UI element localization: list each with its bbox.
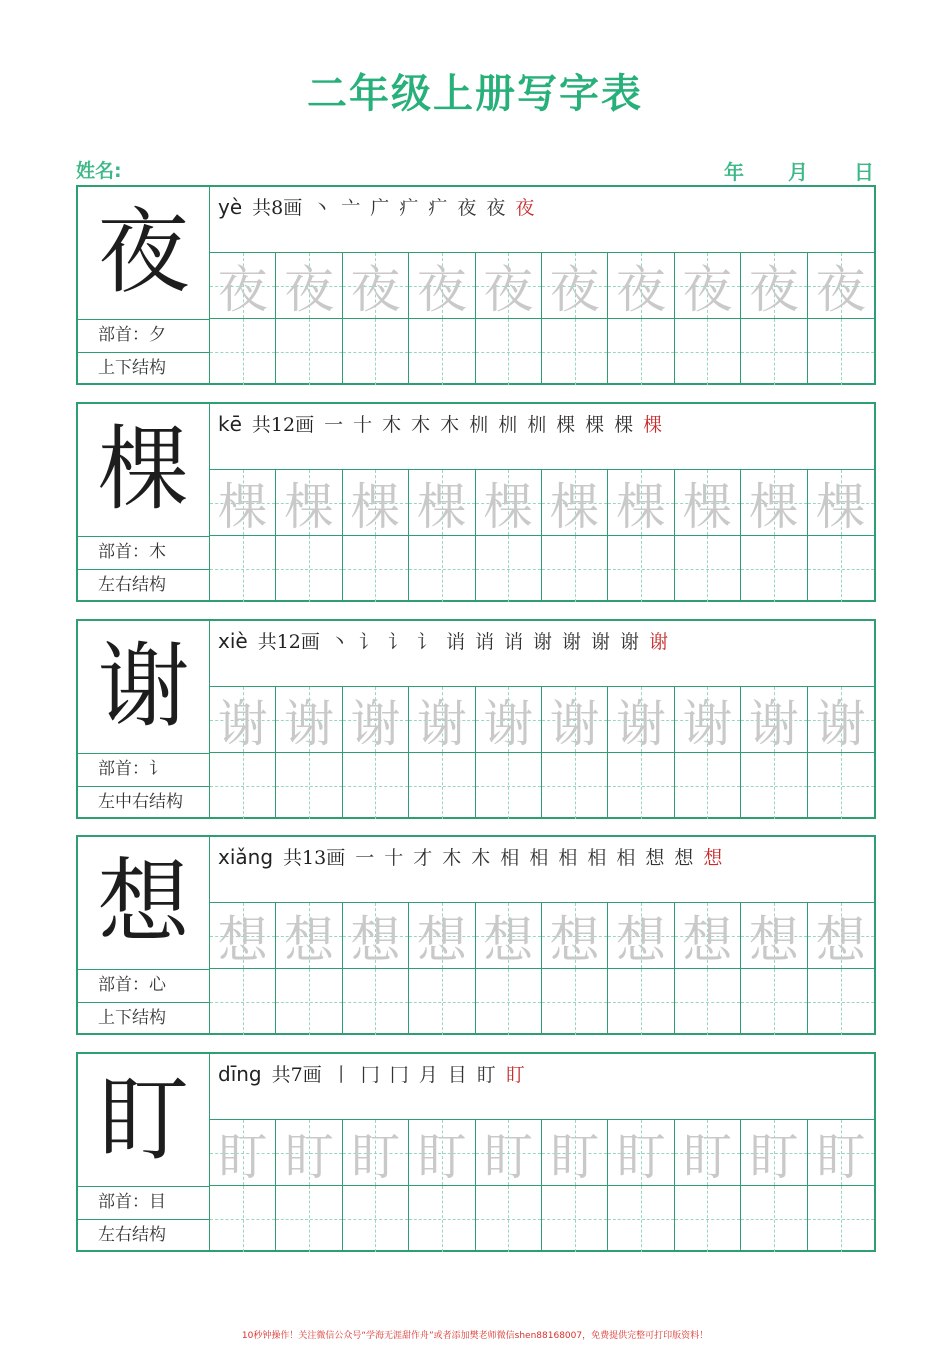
stroke-step: 讠: [358, 631, 378, 653]
blank-writing-cell[interactable]: [608, 1186, 674, 1252]
blank-writing-cell[interactable]: [808, 969, 874, 1035]
blank-writing-cell[interactable]: [675, 536, 741, 602]
radical-label: 部首：心: [78, 969, 210, 1002]
trace-cell[interactable]: [542, 903, 608, 969]
model-character: 谢: [97, 633, 190, 740]
trace-character: 想: [616, 910, 667, 969]
page-title: 二年级上册写字表: [307, 71, 643, 117]
blank-writing-cell[interactable]: [542, 536, 608, 602]
blank-writing-cell[interactable]: [542, 319, 608, 385]
stroke-step: 冂: [389, 1064, 409, 1086]
stroke-step: 诮: [474, 631, 494, 653]
trace-character: 盯: [549, 1127, 600, 1186]
stroke-step: 谢: [533, 631, 553, 653]
practice-block: [76, 835, 876, 1035]
trace-cell[interactable]: [210, 687, 276, 753]
model-character-cell: [78, 404, 210, 536]
blank-writing-cell[interactable]: [343, 1186, 409, 1252]
stroke-order-row: [210, 187, 874, 253]
stroke-steps: [332, 1064, 535, 1086]
trace-cell[interactable]: [608, 903, 674, 969]
trace-cell[interactable]: [808, 253, 874, 319]
blank-writing-cell[interactable]: [343, 319, 409, 385]
stroke-step: 讠: [387, 631, 407, 653]
trace-character: 夜: [284, 260, 335, 319]
stroke-order-row: [210, 837, 874, 903]
trace-character: 想: [350, 910, 401, 969]
stroke-step: 想: [674, 847, 694, 869]
stroke-step: 丨: [331, 1064, 351, 1086]
trace-cell[interactable]: [608, 253, 674, 319]
model-character: 想: [97, 849, 190, 956]
stroke-step: 棵: [614, 414, 634, 436]
trace-cell[interactable]: [741, 253, 807, 319]
blank-writing-cell[interactable]: [608, 536, 674, 602]
trace-cell[interactable]: [276, 470, 342, 536]
model-character-cell: [78, 1054, 210, 1186]
trace-cell[interactable]: [276, 253, 342, 319]
trace-character: 盯: [416, 1127, 467, 1186]
model-character: 夜: [97, 199, 190, 306]
trace-character: 棵: [682, 477, 733, 536]
trace-cell[interactable]: [542, 470, 608, 536]
pinyin: yè: [218, 195, 243, 219]
stroke-step: 冂: [360, 1064, 380, 1086]
blank-writing-cell[interactable]: [675, 1186, 741, 1252]
name-label: 姓名:: [76, 160, 122, 182]
trace-cell[interactable]: [210, 253, 276, 319]
trace-cell[interactable]: [741, 470, 807, 536]
stroke-step: 疒: [428, 197, 448, 219]
trace-character: 夜: [483, 260, 534, 319]
radical-label: 部首：目: [78, 1186, 210, 1219]
trace-cell[interactable]: [210, 903, 276, 969]
trace-character: 夜: [815, 260, 866, 319]
trace-character: 夜: [416, 260, 467, 319]
blank-writing-cell[interactable]: [476, 319, 542, 385]
stroke-step: 十: [353, 414, 373, 436]
blank-writing-cell[interactable]: [276, 319, 342, 385]
radical-label: 部首：讠: [78, 753, 210, 786]
blank-writing-cell[interactable]: [675, 969, 741, 1035]
trace-cell[interactable]: [409, 470, 475, 536]
trace-character: 棵: [350, 477, 401, 536]
trace-cell[interactable]: [210, 470, 276, 536]
blank-writing-cell[interactable]: [675, 319, 741, 385]
trace-cell[interactable]: [276, 687, 342, 753]
radical-label: 部首：夕: [78, 319, 210, 352]
trace-cell[interactable]: [276, 903, 342, 969]
trace-cell[interactable]: [608, 1120, 674, 1186]
date-fields: [722, 156, 878, 182]
stroke-order-row: [210, 1054, 874, 1120]
trace-character: 想: [284, 910, 335, 969]
blank-writing-cell[interactable]: [741, 1186, 807, 1252]
radical-label: 部首：木: [78, 536, 210, 569]
trace-character: 棵: [284, 477, 335, 536]
blank-writing-cell[interactable]: [542, 753, 608, 819]
trace-character: 夜: [616, 260, 667, 319]
stroke-steps: [330, 631, 678, 653]
stroke-step: 谢: [620, 631, 640, 653]
blank-writing-cell[interactable]: [741, 536, 807, 602]
trace-cell[interactable]: [210, 1120, 276, 1186]
trace-character: 盯: [284, 1127, 335, 1186]
blank-writing-cell[interactable]: [210, 536, 276, 602]
structure-label: 上下结构: [78, 352, 210, 385]
stroke-count: 共13画: [283, 847, 346, 869]
trace-character: 棵: [483, 477, 534, 536]
stroke-step: 一: [355, 847, 375, 869]
blank-writing-cell[interactable]: [741, 319, 807, 385]
blank-writing-cell[interactable]: [542, 969, 608, 1035]
stroke-step: 夜: [457, 197, 477, 219]
trace-cell[interactable]: [808, 903, 874, 969]
day-label: 日: [854, 160, 874, 184]
stroke-step: 木: [471, 847, 491, 869]
stroke-step: 盯: [505, 1064, 525, 1086]
stroke-count: 共7画: [271, 1064, 322, 1086]
stroke-step: 疒: [399, 197, 419, 219]
trace-character: 棵: [217, 477, 268, 536]
stroke-count: 共12画: [251, 414, 315, 436]
pinyin: xiǎng: [218, 845, 274, 869]
blank-writing-cell[interactable]: [476, 1186, 542, 1252]
writing-grid: [210, 687, 874, 819]
stroke-steps: [312, 197, 544, 219]
stroke-step: 一: [324, 414, 344, 436]
trace-cell[interactable]: [608, 687, 674, 753]
trace-character: 盯: [616, 1127, 667, 1186]
trace-character: 想: [483, 910, 534, 969]
trace-character: 想: [815, 910, 866, 969]
stroke-step: 相: [587, 847, 607, 869]
trace-character: 夜: [748, 260, 799, 319]
trace-character: 谢: [616, 694, 667, 753]
trace-character: 想: [217, 910, 268, 969]
model-character-cell: [78, 837, 210, 969]
stroke-step: 盯: [476, 1064, 496, 1086]
trace-cell[interactable]: [476, 903, 542, 969]
stroke-step: 棵: [556, 414, 576, 436]
trace-cell[interactable]: [476, 1120, 542, 1186]
trace-cell[interactable]: [343, 470, 409, 536]
structure-label: 左右结构: [78, 1219, 210, 1252]
trace-cell[interactable]: [409, 1120, 475, 1186]
trace-character: 想: [549, 910, 600, 969]
blank-writing-cell[interactable]: [608, 319, 674, 385]
trace-character: 谢: [416, 694, 467, 753]
blank-writing-cell[interactable]: [608, 969, 674, 1035]
pinyin: kē: [218, 412, 242, 436]
blank-writing-cell[interactable]: [675, 753, 741, 819]
structure-label: 上下结构: [78, 1002, 210, 1035]
trace-character: 夜: [682, 260, 733, 319]
trace-cell[interactable]: [675, 1120, 741, 1186]
stroke-step: 木: [411, 414, 431, 436]
blank-writing-cell[interactable]: [409, 1186, 475, 1252]
trace-character: 谢: [682, 694, 733, 753]
blank-writing-cell[interactable]: [608, 753, 674, 819]
trace-cell[interactable]: [741, 687, 807, 753]
trace-character: 盯: [682, 1127, 733, 1186]
stroke-count: 共8画: [252, 197, 303, 219]
writing-grid: [210, 1120, 874, 1252]
trace-character: 谢: [350, 694, 401, 753]
blank-writing-cell[interactable]: [808, 319, 874, 385]
stroke-step: 夜: [486, 197, 506, 219]
year-label: 年: [724, 160, 744, 184]
trace-cell[interactable]: [343, 903, 409, 969]
blank-writing-cell[interactable]: [741, 753, 807, 819]
blank-writing-cell[interactable]: [210, 319, 276, 385]
stroke-step: 诮: [445, 631, 465, 653]
blank-writing-cell[interactable]: [210, 969, 276, 1035]
trace-character: 棵: [616, 477, 667, 536]
stroke-step: 月: [418, 1064, 438, 1086]
trace-character: 谢: [815, 694, 866, 753]
stroke-step: 棵: [643, 414, 663, 436]
trace-cell[interactable]: [276, 1120, 342, 1186]
trace-character: 夜: [350, 260, 401, 319]
blank-writing-cell[interactable]: [808, 536, 874, 602]
stroke-step: 杊: [498, 414, 518, 436]
stroke-step: 丶: [329, 631, 349, 653]
blank-writing-cell[interactable]: [476, 536, 542, 602]
stroke-step: 木: [442, 847, 462, 869]
trace-character: 谢: [217, 694, 268, 753]
blank-writing-cell[interactable]: [210, 753, 276, 819]
trace-cell[interactable]: [542, 687, 608, 753]
blank-writing-cell[interactable]: [343, 536, 409, 602]
trace-cell[interactable]: [808, 1120, 874, 1186]
practice-block: [76, 185, 876, 385]
blank-writing-cell[interactable]: [741, 969, 807, 1035]
blank-writing-cell[interactable]: [409, 969, 475, 1035]
stroke-step: 木: [382, 414, 402, 436]
stroke-step: 目: [447, 1064, 467, 1086]
trace-cell[interactable]: [808, 470, 874, 536]
pinyin: xiè: [218, 629, 248, 653]
trace-cell[interactable]: [476, 253, 542, 319]
blank-writing-cell[interactable]: [276, 753, 342, 819]
stroke-step: 十: [384, 847, 404, 869]
stroke-order-row: [210, 404, 874, 470]
stroke-step: 想: [645, 847, 665, 869]
trace-cell[interactable]: [675, 470, 741, 536]
stroke-step: 相: [616, 847, 636, 869]
stroke-step: 相: [500, 847, 520, 869]
trace-cell[interactable]: [343, 687, 409, 753]
trace-cell[interactable]: [343, 253, 409, 319]
stroke-step: 谢: [649, 631, 669, 653]
structure-label: 左中右结构: [78, 786, 210, 819]
stroke-step: 杊: [469, 414, 489, 436]
trace-cell[interactable]: [409, 687, 475, 753]
blank-writing-cell[interactable]: [409, 753, 475, 819]
trace-character: 夜: [217, 260, 268, 319]
trace-character: 棵: [748, 477, 799, 536]
stroke-step: 棵: [585, 414, 605, 436]
trace-character: 想: [682, 910, 733, 969]
blank-writing-cell[interactable]: [409, 319, 475, 385]
blank-writing-cell[interactable]: [210, 1186, 276, 1252]
blank-writing-cell[interactable]: [542, 1186, 608, 1252]
trace-character: 想: [748, 910, 799, 969]
stroke-step: 讠: [416, 631, 436, 653]
model-character-cell: [78, 187, 210, 319]
trace-cell[interactable]: [675, 687, 741, 753]
trace-character: 夜: [549, 260, 600, 319]
stroke-step: 才: [413, 847, 433, 869]
trace-character: 盯: [815, 1127, 866, 1186]
trace-cell[interactable]: [542, 1120, 608, 1186]
stroke-step: 想: [703, 847, 723, 869]
blank-writing-cell[interactable]: [276, 536, 342, 602]
blank-writing-cell[interactable]: [808, 753, 874, 819]
trace-character: 谢: [483, 694, 534, 753]
blank-writing-cell[interactable]: [343, 753, 409, 819]
trace-character: 谢: [748, 694, 799, 753]
trace-cell[interactable]: [476, 470, 542, 536]
month-label: 月: [788, 160, 808, 184]
stroke-step: 杊: [527, 414, 547, 436]
stroke-steps: [355, 847, 732, 869]
stroke-step: 相: [529, 847, 549, 869]
stroke-order-row: [210, 621, 874, 687]
pinyin: dīng: [218, 1062, 262, 1086]
trace-character: 棵: [549, 477, 600, 536]
footer-note: 10秒钟操作！关注微信公众号“学海无涯甜作舟”或者添加樊老师微信shen88168007，免费提供完整可打印版资料！: [241, 1331, 709, 1341]
blank-writing-cell[interactable]: [343, 969, 409, 1035]
writing-grid: [210, 470, 874, 602]
model-character: 盯: [97, 1066, 190, 1173]
blank-writing-cell[interactable]: [276, 969, 342, 1035]
stroke-step: 广: [370, 197, 390, 219]
stroke-steps: [324, 414, 672, 436]
blank-writing-cell[interactable]: [276, 1186, 342, 1252]
trace-cell[interactable]: [741, 1120, 807, 1186]
trace-character: 棵: [416, 477, 467, 536]
trace-character: 想: [416, 910, 467, 969]
practice-block: [76, 1052, 876, 1252]
stroke-step: 相: [558, 847, 578, 869]
blank-writing-cell[interactable]: [476, 753, 542, 819]
model-character: 棵: [97, 416, 190, 523]
trace-cell[interactable]: [409, 253, 475, 319]
stroke-step: 诮: [503, 631, 523, 653]
trace-cell[interactable]: [608, 470, 674, 536]
structure-label: 左右结构: [78, 569, 210, 602]
trace-character: 盯: [217, 1127, 268, 1186]
writing-grid: [210, 253, 874, 385]
practice-block: [76, 619, 876, 819]
trace-character: 盯: [748, 1127, 799, 1186]
model-character-cell: [78, 621, 210, 753]
trace-character: 谢: [549, 694, 600, 753]
trace-cell[interactable]: [675, 253, 741, 319]
blank-writing-cell[interactable]: [476, 969, 542, 1035]
stroke-step: 夜: [515, 197, 535, 219]
trace-character: 盯: [483, 1127, 534, 1186]
trace-cell[interactable]: [675, 903, 741, 969]
trace-character: 棵: [815, 477, 866, 536]
stroke-step: 木: [440, 414, 460, 436]
trace-cell[interactable]: [808, 687, 874, 753]
writing-grid: [210, 903, 874, 1035]
stroke-step: 亠: [341, 197, 361, 219]
stroke-count: 共12画: [257, 631, 320, 653]
stroke-step: 谢: [591, 631, 611, 653]
trace-cell[interactable]: [542, 253, 608, 319]
stroke-step: 谢: [562, 631, 582, 653]
blank-writing-cell[interactable]: [409, 536, 475, 602]
practice-block: [76, 402, 876, 602]
trace-character: 谢: [284, 694, 335, 753]
blank-writing-cell[interactable]: [808, 1186, 874, 1252]
trace-character: 盯: [350, 1127, 401, 1186]
stroke-step: 丶: [312, 197, 332, 219]
trace-cell[interactable]: [741, 903, 807, 969]
trace-cell[interactable]: [343, 1120, 409, 1186]
trace-cell[interactable]: [409, 903, 475, 969]
trace-cell[interactable]: [476, 687, 542, 753]
